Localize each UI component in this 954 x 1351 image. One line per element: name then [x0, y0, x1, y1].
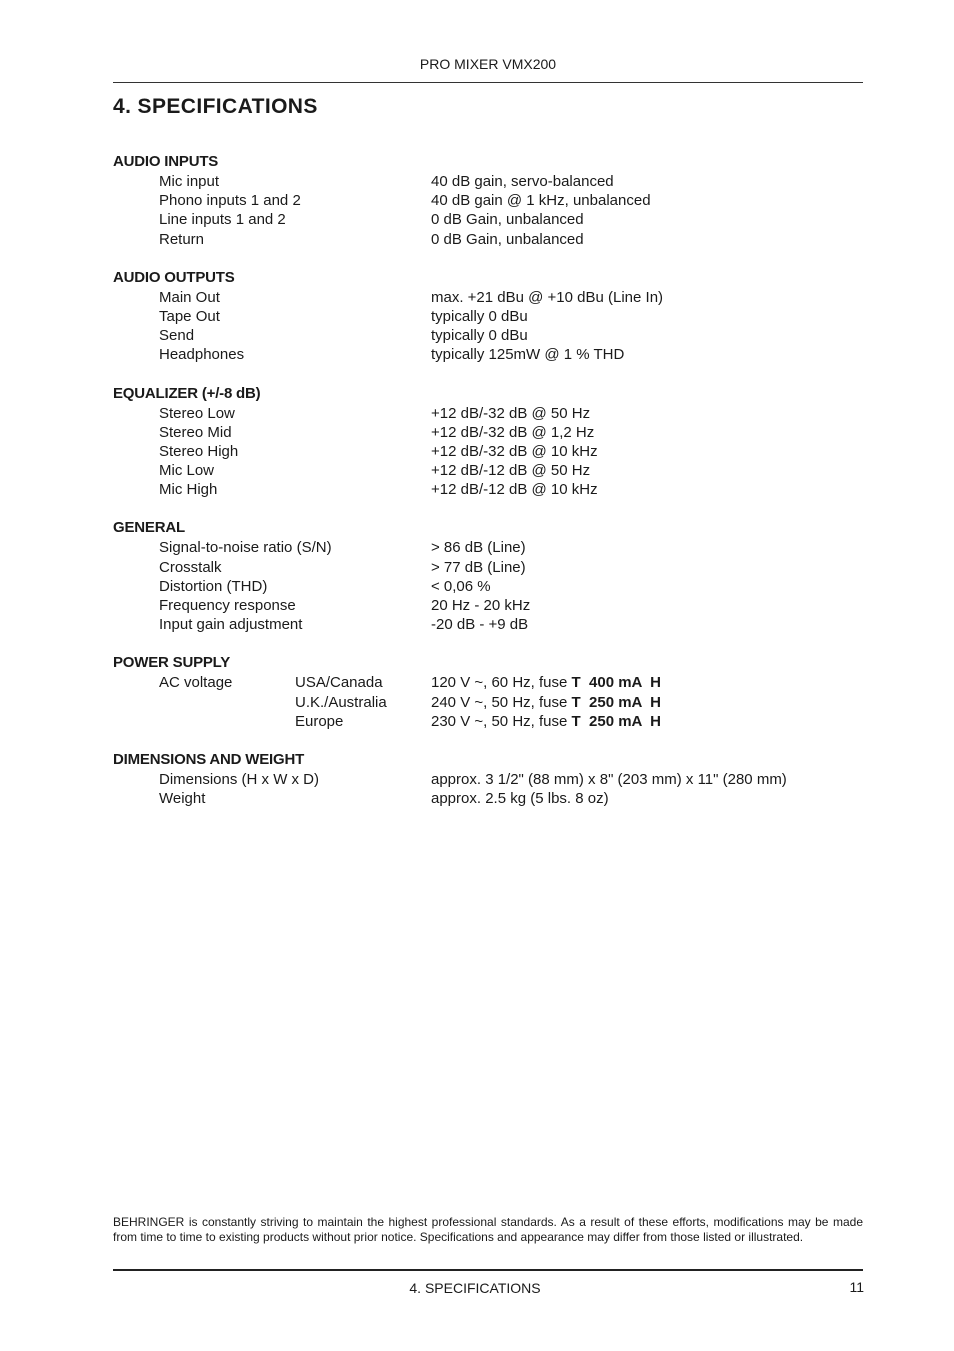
spec-value — [431, 577, 491, 596]
spec-value-text: +12 dB/-32 dB @ 10 kHz — [431, 442, 598, 460]
spec-label: Stereo Mid — [159, 423, 232, 441]
spec-value-text: typically 0 dBu — [431, 327, 528, 345]
spec-region: USA/Canada — [295, 674, 383, 692]
spec-value — [431, 480, 598, 499]
spec-row — [113, 577, 873, 596]
spec-label: Dimensions (H x W x D) — [159, 770, 320, 788]
spec-row — [113, 673, 873, 692]
spec-label: Input gain adjustment — [159, 616, 303, 634]
spec-label: Distortion (THD) — [159, 577, 268, 595]
spec-value-text: 230 V ~, 50 Hz, fuse — [431, 712, 572, 730]
spec-value-text: < 0,06 % — [431, 577, 491, 595]
footer-section-title: 4. SPECIFICATIONS — [409, 1280, 541, 1296]
spec-row — [113, 404, 873, 423]
spec-value-text: 120 V ~, 60 Hz, fuse — [431, 674, 572, 692]
spec-section — [113, 268, 873, 365]
spec-row — [113, 172, 873, 191]
fuse-rating: T 250 mA H — [571, 693, 661, 711]
spec-value-text: +12 dB/-12 dB @ 10 kHz — [431, 481, 598, 499]
spec-row — [113, 615, 873, 634]
spec-row — [113, 480, 873, 499]
spec-value-text: -20 dB - +9 dB — [431, 616, 529, 634]
spec-label: Headphones — [159, 346, 245, 364]
spec-row — [113, 191, 873, 210]
spec-value — [431, 345, 624, 364]
spec-label: Mic High — [159, 481, 218, 499]
spec-row — [113, 423, 873, 442]
spec-row — [113, 558, 873, 577]
spec-value-text: approx. 2.5 kg (5 lbs. 8 oz) — [431, 790, 609, 808]
spec-value-text: +12 dB/-32 dB @ 50 Hz — [431, 404, 591, 422]
spec-label: Phono inputs 1 and 2 — [159, 192, 301, 210]
spec-row — [113, 230, 873, 249]
spec-value-text: +12 dB/-32 dB @ 1,2 Hz — [431, 423, 595, 441]
spec-label: Tape Out — [159, 307, 220, 325]
spec-row — [113, 538, 873, 557]
spec-label: Return — [159, 230, 205, 248]
spec-region: U.K./Australia — [295, 693, 387, 711]
section-heading: GENERAL — [113, 519, 185, 537]
spec-label: Stereo High — [159, 442, 239, 460]
running-header: PRO MIXER VMX200 — [419, 56, 557, 72]
spec-value — [431, 558, 526, 577]
spec-row — [113, 288, 873, 307]
page-number: 11 — [849, 1279, 864, 1295]
spec-value — [431, 673, 661, 692]
spec-row — [113, 461, 873, 480]
spec-label: Main Out — [159, 288, 220, 306]
section-heading: POWER SUPPLY — [113, 654, 231, 672]
spec-value-text: 20 Hz - 20 kHz — [431, 597, 531, 614]
spec-section — [113, 653, 873, 731]
fuse-rating: T 400 mA H — [571, 674, 661, 692]
spec-value — [431, 770, 787, 789]
spec-value — [431, 789, 609, 808]
spec-value-text: 40 dB gain @ 1 kHz, unbalanced — [431, 192, 651, 210]
section-heading: EQUALIZER (+/-8 dB) — [113, 384, 261, 402]
header-rule — [113, 82, 863, 83]
spec-value-text: approx. 3 1/2" (88 mm) x 8" (203 mm) x 11" (280 mm) — [431, 770, 787, 788]
fuse-rating: T 250 mA H — [571, 712, 661, 730]
spec-label: AC voltage — [159, 674, 233, 692]
spec-value — [431, 615, 528, 634]
spec-row — [113, 345, 873, 364]
spec-row — [113, 789, 873, 808]
spec-row — [113, 326, 873, 345]
spec-label: Mic input — [159, 173, 220, 190]
spec-region: Europe — [295, 712, 344, 730]
spec-value-text: > 77 dB (Line) — [431, 558, 526, 576]
spec-value — [431, 423, 594, 442]
spec-row — [113, 596, 873, 615]
spec-value-text: +12 dB/-12 dB @ 50 Hz — [431, 462, 591, 480]
spec-label: Weight — [159, 790, 206, 808]
spec-value-text: 0 dB Gain, unbalanced — [431, 211, 584, 229]
spec-row — [113, 307, 873, 326]
spec-row — [113, 770, 873, 789]
section-heading: AUDIO OUTPUTS — [113, 268, 235, 286]
spec-value — [431, 191, 651, 210]
spec-value — [431, 461, 590, 480]
spec-label: Crosstalk — [159, 558, 222, 576]
specifications-list — [113, 152, 873, 827]
spec-value — [431, 712, 661, 731]
spec-label: Mic Low — [159, 462, 215, 480]
page-title: 4. SPECIFICATIONS — [113, 95, 318, 118]
spec-label: Signal-to-noise ratio (S/N) — [159, 539, 332, 557]
spec-section — [113, 518, 873, 634]
spec-value-text: 40 dB gain, servo-balanced — [431, 173, 614, 190]
spec-row — [113, 442, 873, 461]
spec-value — [431, 596, 530, 615]
spec-row — [113, 210, 873, 229]
spec-row — [113, 712, 873, 731]
spec-value — [431, 210, 584, 229]
spec-label: Stereo Low — [159, 404, 235, 422]
spec-label: Line inputs 1 and 2 — [159, 211, 286, 229]
spec-value — [431, 538, 526, 557]
spec-section — [113, 152, 873, 249]
spec-label: Frequency response — [159, 597, 296, 614]
spec-row — [113, 693, 873, 712]
spec-label: Send — [159, 327, 195, 345]
spec-value-text: typically 125mW @ 1 % THD — [431, 346, 625, 364]
section-heading: AUDIO INPUTS — [113, 153, 219, 170]
section-heading: DIMENSIONS AND WEIGHT — [113, 750, 305, 768]
spec-value — [431, 288, 663, 307]
spec-value-text: 0 dB Gain, unbalanced — [431, 230, 584, 248]
spec-value — [431, 693, 661, 712]
spec-value-text: > 86 dB (Line) — [431, 539, 526, 557]
spec-section — [113, 384, 873, 500]
spec-section — [113, 750, 873, 808]
spec-value — [431, 326, 528, 345]
spec-value — [431, 307, 528, 326]
spec-value-text: max. +21 dBu @ +10 dBu (Line In) — [431, 288, 664, 306]
spec-value — [431, 230, 584, 249]
footer-rule — [113, 1269, 863, 1271]
disclaimer: BEHRINGER is constantly striving to maintain the highest professional standards. As a result of these efforts, modifications may be made from time to time to existing products without prior notice. Specifications and appearance may differ from those listed or illustrated. — [113, 1215, 863, 1244]
spec-value-text: typically 0 dBu — [431, 307, 528, 325]
spec-value — [431, 172, 614, 191]
spec-value — [431, 404, 590, 423]
spec-value-text: 240 V ~, 50 Hz, fuse — [431, 693, 572, 711]
spec-value — [431, 442, 598, 461]
